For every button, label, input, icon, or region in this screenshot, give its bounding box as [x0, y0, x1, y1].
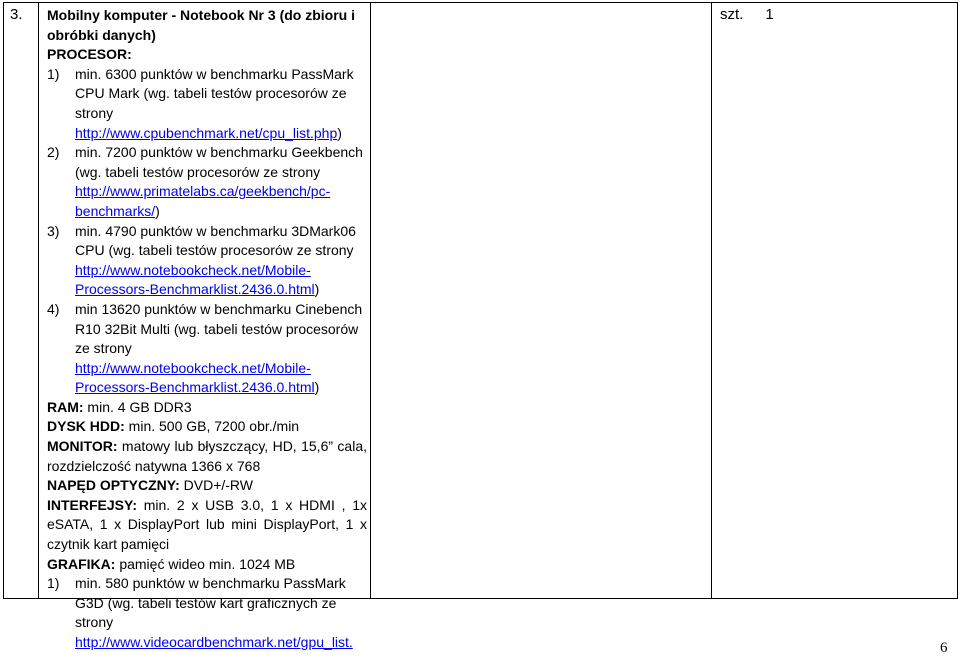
notebookcheck-link-2-cont[interactable]: Processors-Benchmarklist.2436.0.html	[75, 379, 315, 396]
graphics-spec: GRAFIKA: pamięć wideo min. 1024 MB	[47, 555, 296, 572]
processor-req-2: 2) min. 7200 punktów w benchmarku Geekbench (wg. tabeli testów procesorów ze strony http://www.primatelabs.ca/geekbench/pc- benchmarks/)	[47, 144, 363, 219]
processor-req-3: 3) min. 4790 punktów w benchmarku 3DMark06 CPU (wg. tabeli testów procesorów ze strony http://www.notebookcheck.net/Mobile- Processors-Benchmarklist.2436.0.html)	[47, 222, 356, 298]
monitor-spec: MONITOR: matowy lub błyszczący, HD, 15,6” cala, rozdzielczość natywna 1366 x 768	[47, 438, 367, 474]
unit-label: szt.	[720, 6, 744, 23]
quantity-value: 1	[765, 6, 774, 23]
column-divider	[370, 3, 371, 598]
interfaces-spec: INTERFEJSY: min. 2 x USB 3.0, 1 x HDMI , 1x eSATA, 1 x DisplayPort lub mini DisplayPort, 1 x czytnik kart pamięci	[47, 496, 367, 553]
row-number: 3.	[10, 6, 23, 23]
notebookcheck-link[interactable]: http://www.notebookcheck.net/Mobile-	[75, 261, 311, 278]
page-number: 6	[940, 640, 948, 656]
processor-req-4: 4) min 13620 punktów w benchmarku Cinebench R10 32Bit Multi (wg. tabeli testów procesorów ze strony http://www.notebookcheck.net/Mobile- Processors-Benchmarklist.2436.0.html)	[47, 300, 363, 396]
hdd-spec: DYSK HDD: min. 500 GB, 7200 obr./min	[47, 418, 300, 435]
column-divider	[38, 3, 39, 598]
item-title-cont: obróbki danych)	[47, 26, 156, 43]
cpubenchmark-link[interactable]: http://www.cpubenchmark.net/cpu_list.php	[75, 124, 338, 141]
optical-drive-spec: NAPĘD OPTYCZNY: DVD+/-RW	[47, 477, 253, 494]
notebookcheck-link-2[interactable]: http://www.notebookcheck.net/Mobile-	[75, 359, 311, 376]
quantity-cell	[720, 6, 796, 23]
specification-cell	[47, 6, 367, 653]
processor-req-1: 1) min. 6300 punktów w benchmarku PassMark CPU Mark (wg. tabeli testów procesorów ze strony http://www.cpubenchmark.net/cpu_list.php)	[47, 65, 354, 141]
notebookcheck-link-cont[interactable]: Processors-Benchmarklist.2436.0.html	[75, 281, 315, 298]
item-title: Mobilny komputer - Notebook Nr 3 (do zbioru i	[47, 7, 355, 23]
videocardbenchmark-link[interactable]: http://www.videocardbenchmark.net/gpu_list.	[75, 634, 353, 650]
column-divider	[711, 3, 712, 598]
geekbench-link-cont[interactable]: benchmarks/	[75, 202, 156, 219]
ram-spec: RAM: min. 4 GB DDR3	[47, 398, 192, 415]
graphics-req-1: 1) min. 580 punktów w benchmarku PassMark G3D (wg. tabeli testów kart graficznych ze strony http://www.videocardbenchmark.net/gpu_list.	[47, 575, 353, 650]
spec-table	[3, 2, 958, 650]
processor-label: PROCESOR:	[47, 46, 132, 63]
geekbench-link[interactable]: http://www.primatelabs.ca/geekbench/pc-	[75, 183, 331, 200]
